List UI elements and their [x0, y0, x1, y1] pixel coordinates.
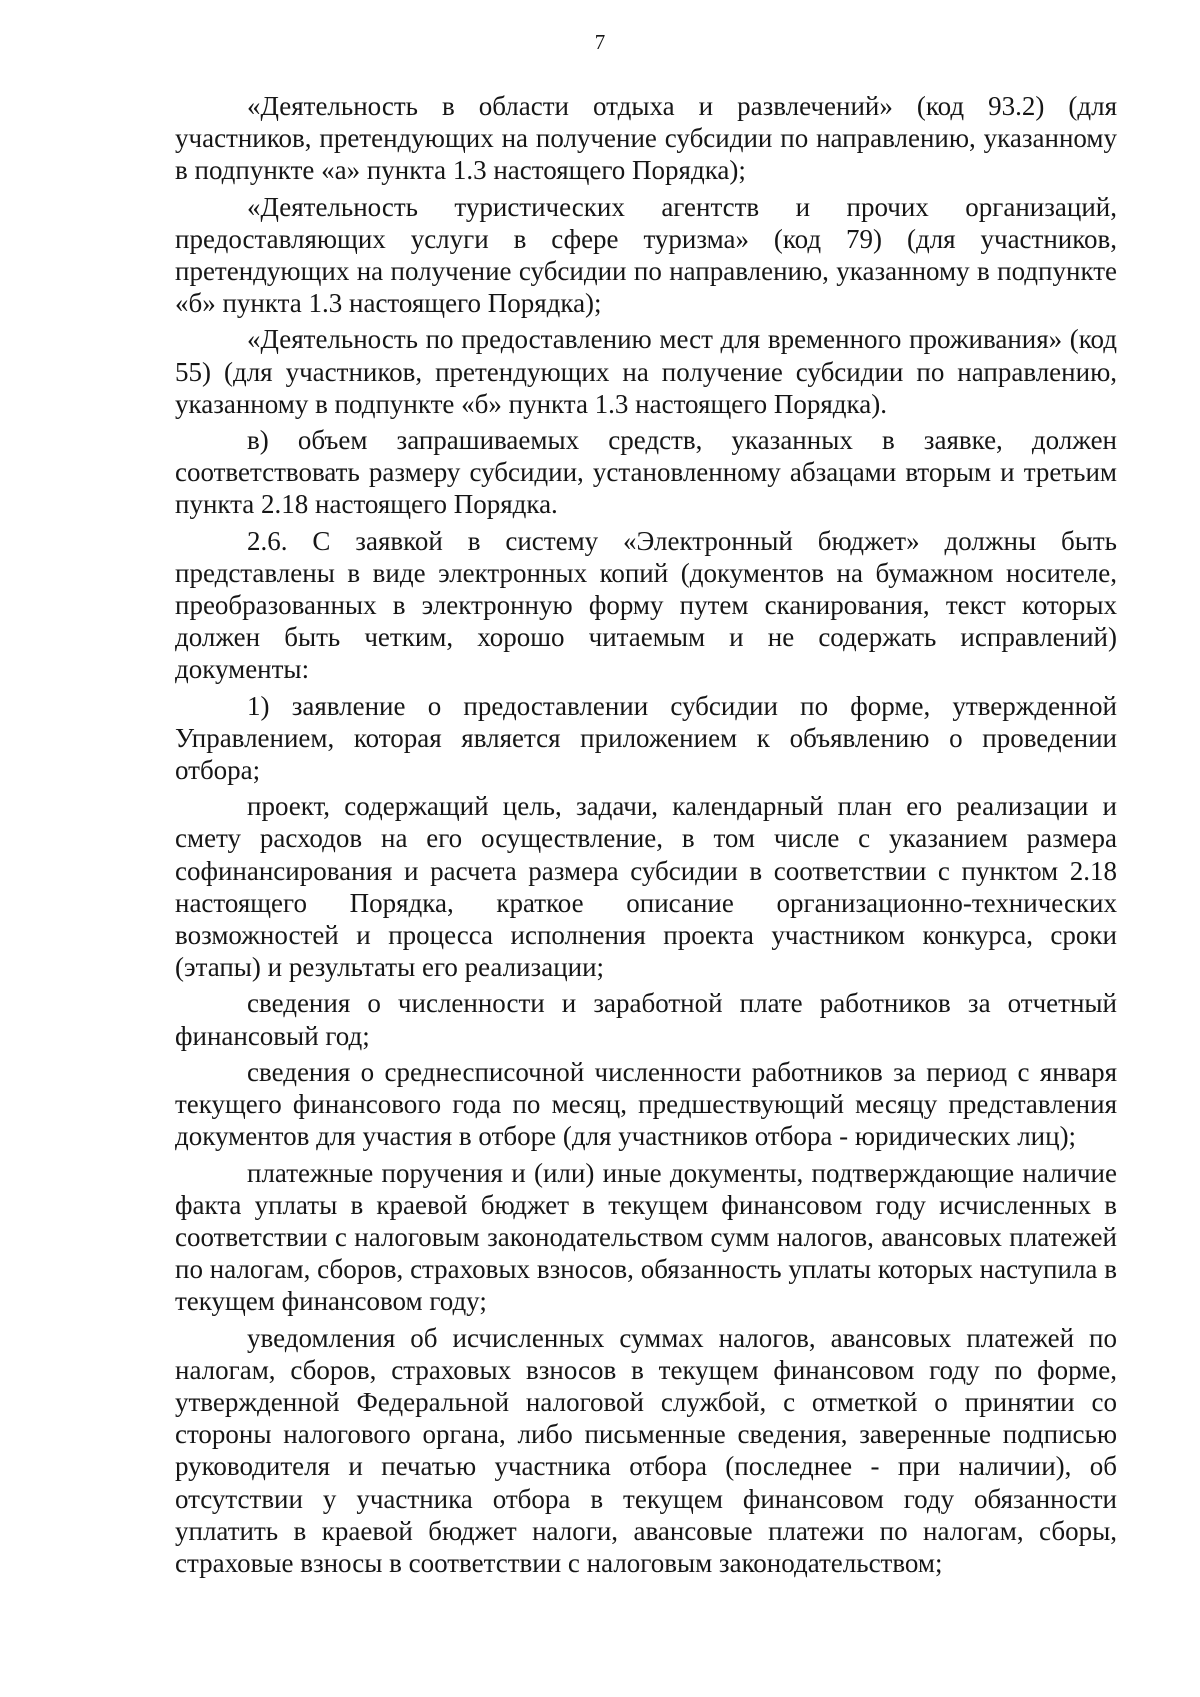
paragraph-2-6: 2.6. С заявкой в систему «Электронный бюджет» должны быть представлены в виде электронных копий (документов на бумажном носителе, преобразованных в электронную форму путем сканирования, текст которых должен быть четким, хорошо читаемым и не содержать исправлений) документы: — [175, 525, 1117, 685]
paragraph-okved-tourism: «Деятельность туристических агентств и прочих организаций, предоставляющих услуги в сфере туризма» (код 79) (для участников, претендующих на получение субсидии по направлению, указанному в подпункте «б» пункта 1.3 настоящего Порядка); — [175, 191, 1117, 319]
paragraph-item-1: 1) заявление о предоставлении субсидии по форме, утвержденной Управлением, которая является приложением к объявлению о проведении отбора; — [175, 690, 1117, 786]
document-body — [175, 90, 1117, 1579]
paragraph-project: проект, содержащий цель, задачи, календарный план его реализации и смету расходов на его осуществление, в том числе с указанием размера софинансирования и расчета размера субсидии в соответствии с пунктом 2.18 настоящего Порядка, краткое описание организационно-технических возможностей и процесса исполнения проекта участником конкурса, сроки (этапы) и результаты его реализации; — [175, 791, 1117, 983]
paragraph-average-headcount: сведения о среднесписочной численности работников за период с января текущего финансового года по месяц, предшествующий месяцу представления документов для участия в отборе (для участников отбора - юридических лиц); — [175, 1056, 1117, 1152]
paragraph-payment-orders: платежные поручения и (или) иные документы, подтверждающие наличие факта уплаты в краевой бюджет в текущем финансовом году исчисленных в соответствии с налоговым законодательством сумм налогов, авансовых платежей по налогам, сборов, страховых взносов, обязанность уплаты которых наступила в текущем финансовом году; — [175, 1157, 1117, 1317]
paragraph-okved-accommodation: «Деятельность по предоставлению мест для временного проживания» (код 55) (для участников, претендующих на получение субсидии по направлению, указанному в подпункте «б» пункта 1.3 настоящего Порядка). — [175, 324, 1117, 419]
paragraph-tax-notices: уведомления об исчисленных суммах налогов, авансовых платежей по налогам, сборов, страховых взносов в текущем финансовом году по форме, утвержденной Федеральной налоговой службой, с отметкой о принятии со стороны налогового органа, либо письменные сведения, заверенные подписью руководителя и печатью участника отбора (последнее - при наличии), об отсутствии у участника отбора в текущем финансовом году обязанности уплатить в краевой бюджет налоги, авансовые платежи по налогам, сборы, страховые взносы в соответствии с налоговым законодательством; — [175, 1322, 1117, 1578]
paragraph-item-v: в) объем запрашиваемых средств, указанных в заявке, должен соответствовать размеру субсидии, установленному абзацами вторым и третьим пункта 2.18 настоящего Порядка. — [175, 425, 1117, 520]
paragraph-okved-recreation: «Деятельность в области отдыха и развлечений» (код 93.2) (для участников, претендующих на получение субсидии по направлению, указанному в подпункте «а» пункта 1.3 настоящего Порядка); — [175, 91, 1117, 186]
paragraph-employees-info: сведения о численности и заработной плате работников за отчетный финансовый год; — [175, 988, 1117, 1051]
page-number: 7 — [594, 30, 606, 54]
